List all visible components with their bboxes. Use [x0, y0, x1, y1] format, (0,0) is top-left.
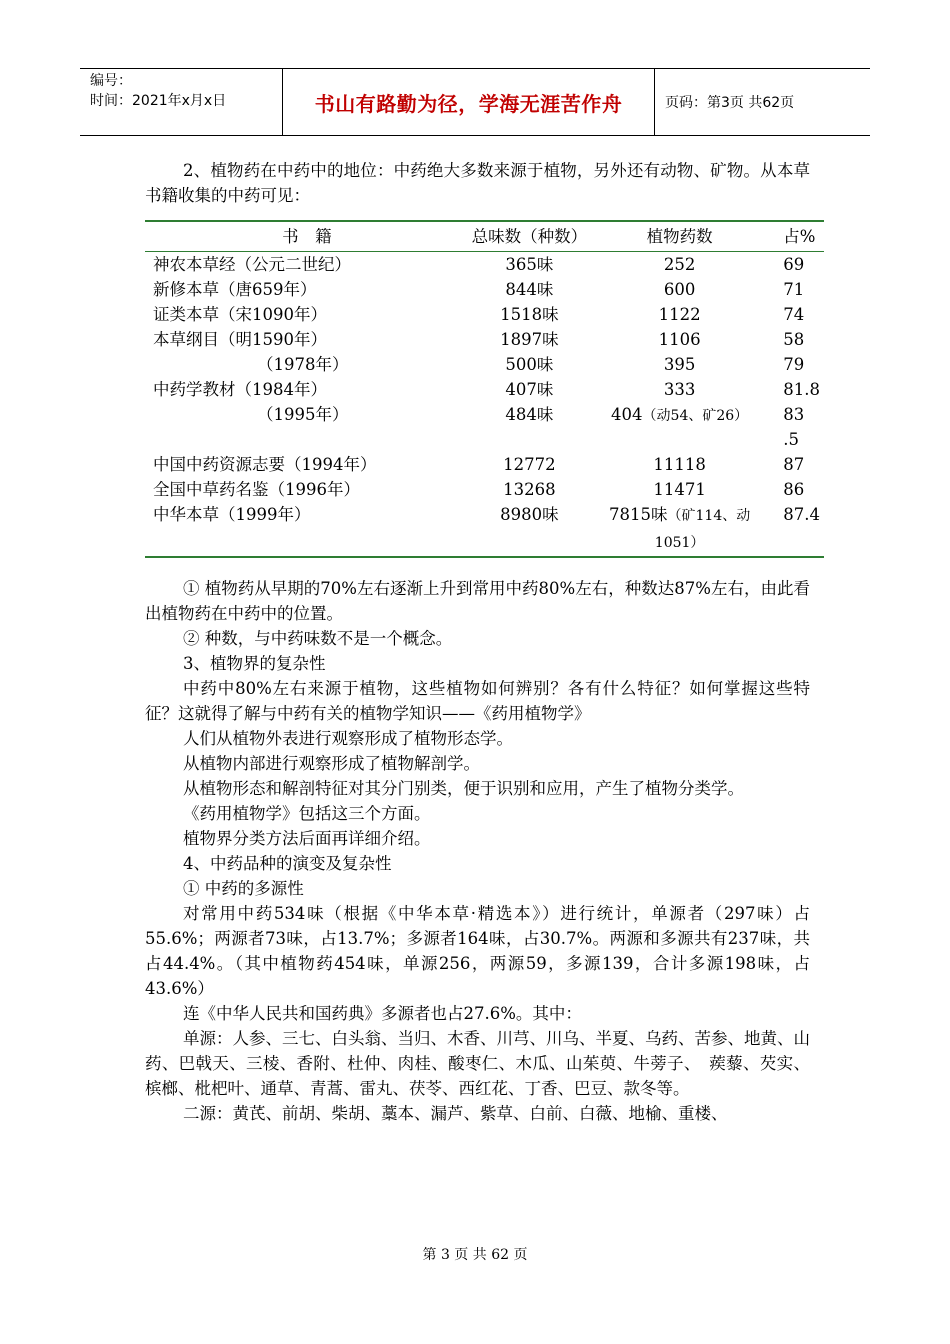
- cell-plant-value: 395: [663, 355, 696, 374]
- cell-total: 1897味: [500, 330, 559, 349]
- intro-paragraph: 2、植物药在中药中的地位：中药绝大多数来源于植物，另外还有动物、矿物。从本草书籍收集的中药可见：: [145, 161, 810, 205]
- table-row: [145, 327, 824, 352]
- cell-total: 1518味: [500, 305, 559, 324]
- cell-total: 484味: [505, 405, 554, 424]
- body-paragraph: 《药用植物学》包括这三个方面。: [183, 804, 431, 823]
- cell-book: （1995年）: [257, 405, 349, 424]
- cell-percent: 87.4: [783, 505, 820, 524]
- body-paragraph: 从植物内部进行观察形成了植物解剖学。: [183, 754, 480, 773]
- body-paragraph: 二源：黄芪、前胡、柴胡、藁本、漏芦、紫草、白前、白薇、地榆、重楼、: [183, 1104, 728, 1123]
- cell-total: 407味: [505, 380, 554, 399]
- table-row: [145, 302, 824, 327]
- cell-plant: [594, 377, 765, 402]
- cell-plant-value: 600: [663, 280, 696, 299]
- header-meta: [80, 69, 283, 135]
- cell-plant-note: （动54、矿26）: [642, 408, 749, 424]
- cell-percent: 58: [783, 330, 805, 349]
- cell-plant: [594, 327, 765, 352]
- cell-plant-value: 11118: [653, 455, 706, 474]
- table-header-row: [145, 221, 824, 252]
- cell-percent: 69: [783, 255, 805, 274]
- table-row: [145, 502, 824, 557]
- table-row: [145, 452, 824, 477]
- cell-percent: 74: [783, 305, 805, 324]
- cell-plant-value: 252: [663, 255, 696, 274]
- cell-plant: [594, 452, 765, 477]
- table-row: [145, 252, 824, 278]
- header-cell-plant: 植物药数: [646, 227, 713, 246]
- header-time-label: 时间：2021年x月x日: [90, 93, 227, 109]
- cell-percent: 86: [783, 480, 805, 499]
- cell-percent: 79: [783, 355, 805, 374]
- cell-plant-note: （矿114、动1051）: [654, 508, 751, 551]
- body-paragraph: 3、植物界的复杂性: [183, 654, 326, 673]
- table-row: [145, 402, 824, 452]
- cell-total: 13268: [503, 480, 556, 499]
- body-paragraph: 植物界分类方法后面再详细介绍。: [183, 829, 431, 848]
- cell-book: 中国中药资源志要（1994年）: [153, 455, 377, 474]
- header-motto: 书山有路勤为径，学海无涯苦作舟: [283, 69, 655, 135]
- cell-plant-value: 11471: [653, 480, 706, 499]
- table-row: [145, 377, 824, 402]
- cell-book: （1978年）: [257, 355, 349, 374]
- cell-book: 证类本草（宋1090年）: [153, 305, 327, 324]
- cell-plant: [594, 402, 765, 452]
- body-paragraph: 人们从植物外表进行观察形成了植物形态学。: [183, 729, 513, 748]
- cell-book: 中华本草（1999年）: [153, 505, 311, 524]
- document-body: [145, 158, 820, 1126]
- cell-plant-value: 1122: [658, 305, 701, 324]
- cell-plant: [594, 502, 765, 557]
- cell-plant: [594, 302, 765, 327]
- cell-total: 365味: [505, 255, 554, 274]
- table-row: [145, 277, 824, 302]
- cell-percent: 87: [783, 455, 805, 474]
- cell-plant-value: 404: [611, 405, 643, 424]
- body-paragraph: 对常用中药534味（根据《中华本草·精选本》）进行统计，单源者（297味）占55.6%；两源者73味，占13.7%；多源者164味，占30.7%。两源和多源共有237味，共占44.4%。（其中植物药454味，单源256，两源59，多源139，合计多源198味，占43.6%）: [145, 904, 810, 998]
- body-paragraph: 中药中80%左右来源于植物，这些植物如何辨别？各有什么特征？如何掌握这些特征？这就得了解与中药有关的植物学知识——《药用植物学》: [145, 679, 810, 723]
- header-cell-book: 书 籍: [282, 227, 332, 246]
- cell-percent: 81.8: [783, 380, 820, 399]
- cell-percent: 71: [783, 280, 805, 299]
- cell-plant: [594, 252, 765, 278]
- cell-plant: [594, 277, 765, 302]
- cell-book: 本草纲目（明1590年）: [153, 330, 327, 349]
- cell-plant: [594, 477, 765, 502]
- header-cell-percent: 占%: [783, 227, 816, 246]
- cell-book: 神农本草经（公元二世纪）: [153, 255, 351, 274]
- table-row: [145, 352, 824, 377]
- cell-percent: 83 .5: [783, 405, 805, 449]
- cell-plant-value: 1106: [658, 330, 701, 349]
- cell-book: 全国中草药名鉴（1996年）: [153, 480, 360, 499]
- cell-book: 中药学教材（1984年）: [153, 380, 327, 399]
- cell-total: 8980味: [500, 505, 559, 524]
- body-paragraphs: [145, 576, 810, 1126]
- body-paragraph: 连《中华人民共和国药典》多源者也占27.6%。其中：: [183, 1004, 582, 1023]
- header-cell-total: 总味数（种数）: [471, 227, 588, 246]
- cell-plant-value: 7815味: [609, 505, 668, 524]
- cell-plant: [594, 352, 765, 377]
- cell-book: 新修本草（唐659年）: [153, 280, 317, 299]
- cell-total: 500味: [505, 355, 554, 374]
- body-paragraph: 从植物形态和解剖特征对其分门别类，便于识别和应用，产生了植物分类学。: [183, 779, 744, 798]
- table-row: [145, 477, 824, 502]
- header-number-label: 编号：: [90, 73, 132, 89]
- cell-plant-value: 333: [663, 380, 696, 399]
- cell-total: 12772: [503, 455, 556, 474]
- body-paragraph: ② 种数，与中药味数不是一个概念。: [183, 629, 453, 648]
- body-paragraph: ① 中药的多源性: [183, 879, 304, 898]
- page-header: [80, 68, 870, 136]
- body-paragraph: 单源：人参、三七、白头翁、当归、木香、川芎、川乌、半夏、乌药、苦参、地黄、山药、巴戟天、三棱、香附、杜仲、肉桂、酸枣仁、木瓜、山茱萸、牛蒡子、 蒺藜、芡实、槟榔、枇杷叶、通草、青蒿、雷丸、茯苓、西红花、丁香、巴豆、款冬等。: [145, 1029, 810, 1098]
- header-page-info: 页码：第3页 共62页: [665, 95, 795, 111]
- table-body: [145, 252, 824, 558]
- page-footer: 第 3 页 共 62 页: [422, 1247, 528, 1263]
- cell-total: 844味: [505, 280, 554, 299]
- herbal-statistics-table: [145, 220, 824, 558]
- body-paragraph: 4、中药品种的演变及复杂性: [183, 854, 392, 873]
- body-paragraph: ① 植物药从早期的70%左右逐渐上升到常用中药80%左右，种数达87%左右，由此看出植物药在中药中的位置。: [145, 579, 810, 623]
